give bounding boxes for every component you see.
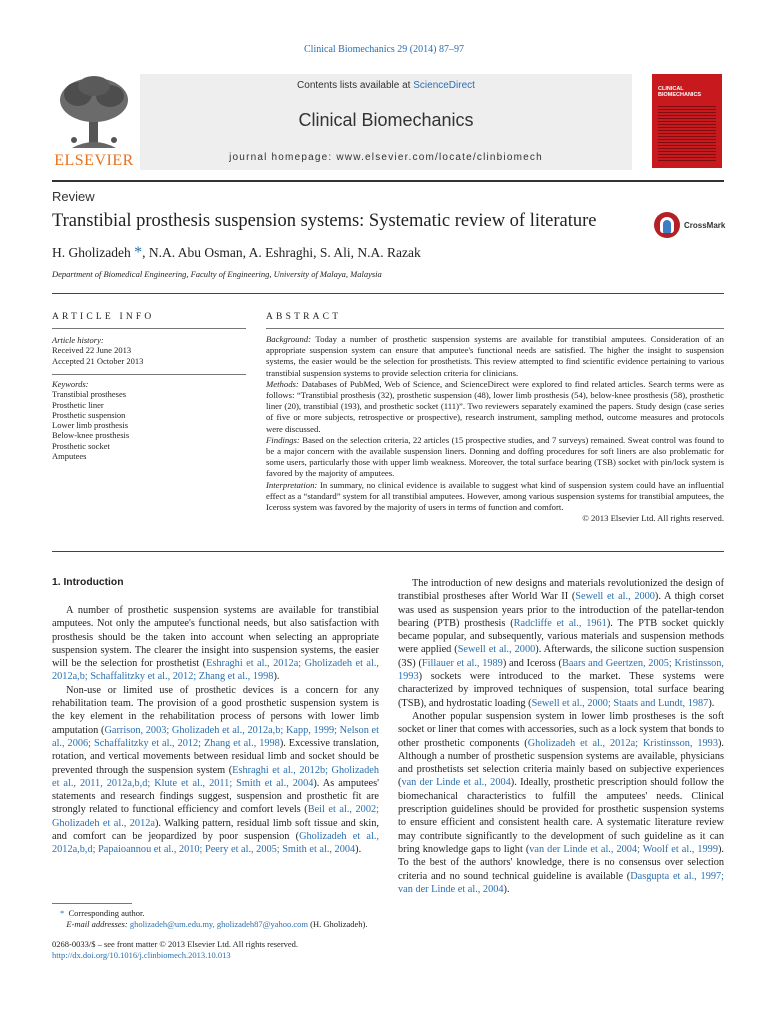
citation-link[interactable]: Sewell et al., 2000; Staats and Lundt, 1987 bbox=[531, 697, 709, 709]
abstract-background bbox=[266, 334, 724, 379]
email-links[interactable]: gholizadeh@um.edu.my, gholizadeh87@yahoo.com bbox=[129, 918, 309, 929]
issn-line: 0268-0033/$ – see front matter © 2013 Elsevier Ltd. All rights reserved. bbox=[52, 939, 299, 949]
crossmark-label: CrossMark bbox=[684, 221, 726, 230]
keyword-item: Transtibial prostheses bbox=[52, 389, 127, 400]
background-label: Background: bbox=[266, 334, 312, 344]
journal-name: Clinical Biomechanics bbox=[298, 110, 474, 130]
text-run: ). Walking pattern, residual limb soft tissue and skin, and comfort can be jeopardized by poor suspension ( bbox=[52, 817, 379, 843]
keywords-block bbox=[52, 379, 246, 461]
text-run: ). A thigh corset was used as suspension years prior to the introduction of the patellar-tendon bearing (PTB) prosthesis ( bbox=[398, 591, 724, 629]
keyword-item: Prosthetic liner bbox=[52, 399, 104, 410]
cover-title: CLINICAL BIOMECHANICS bbox=[658, 86, 702, 98]
corresponding-author: Corresponding author. bbox=[68, 908, 145, 918]
footnote bbox=[60, 908, 390, 929]
findings-label: Findings: bbox=[266, 434, 300, 445]
crossmark-icon bbox=[654, 212, 680, 238]
left-column bbox=[52, 604, 379, 857]
text-run: ). bbox=[355, 844, 362, 856]
citation-link[interactable]: Sewell et al., 2000 bbox=[575, 591, 655, 603]
first-author: H. Gholizadeh bbox=[52, 245, 131, 260]
citation-link[interactable]: Fillauer et al., 1989 bbox=[421, 657, 503, 669]
journal-homepage-url[interactable]: www.elsevier.com/locate/clinbiomech bbox=[336, 152, 543, 163]
citation-link[interactable]: Eshraghi et al., 2012b; Gholizadeh et al., 2011, 2012a,b,d; Klute et al., 2011; Smith et al., 2004 bbox=[52, 764, 379, 789]
text-run: ). Excessive translation, rotation, and vertical movements between residual limb and socket should be prevented through the suspension system ( bbox=[52, 737, 379, 776]
keyword-item: Prosthetic suspension bbox=[52, 409, 126, 420]
abstract-findings bbox=[266, 435, 724, 480]
citation-link[interactable]: Sewell et al., 2000 bbox=[457, 644, 536, 656]
abstract-body bbox=[266, 334, 724, 524]
front-matter bbox=[52, 939, 392, 960]
right-column bbox=[398, 577, 724, 896]
text-run: ). Ideally, prosthetic prescription should follow the biomechanical characteristics to fulfill the amputees' needs. Clinical prescription guidelines should be provided for prosthetic suspension systems to ensure efficient and consistent health care. A systematic literature review may contribute significantly to the development of such guideline as it can bring knowledge gaps to light ( bbox=[398, 777, 724, 855]
intro-paragraph-3 bbox=[398, 577, 724, 710]
text-run: Another popular suspension system in lower limb prostheses is the soft socket or liner that comes with accessories, such as a lock system that bonds to other prosthetic components ( bbox=[398, 710, 724, 749]
citation-link[interactable]: Garrison, 2003; Gholizadeh et al., 2012a,b; Kapp, 1999; Nelson et al., 2006; Schaffalitzky et al., 2012; Zhang et al., 1998 bbox=[52, 724, 379, 749]
article-history bbox=[52, 335, 246, 366]
contents-available bbox=[140, 80, 632, 91]
keyword-item: Below-knee prosthesis bbox=[52, 430, 130, 441]
abstract-heading: ABSTRACT bbox=[266, 312, 342, 322]
article-info-rule bbox=[52, 328, 246, 329]
elsevier-logo bbox=[52, 74, 136, 170]
keyword-item: Lower limb prosthesis bbox=[52, 420, 129, 431]
citation-link[interactable]: Gholizadeh et al., 2012a; Kristinsson, 1993 bbox=[527, 737, 718, 749]
methods-text: Databases of PubMed, Web of Science, and ScienceDirect were explored to find related articles. Search terms were as follows: “Transtibial prosthesis (32), prosthetic suspension (48), lower limb prosthesis (54), below-knee prosthesis (58), prosthetic liner (20), transtibial (193), and prosthetic socket (111)”. Two reviewers separately examined the papers. Study design (case series of five or more subjects, retrospective or prospective), research instrument, sampling method, outcome measures and protocols were discussed. bbox=[266, 378, 724, 434]
interpretation-label: Interpretation: bbox=[266, 479, 318, 490]
publisher-name: ELSEVIER bbox=[54, 152, 134, 169]
citation-link[interactable]: van der Linde et al., 2004 bbox=[401, 777, 511, 789]
intro-heading: 1. Introduction bbox=[52, 577, 124, 588]
intro-paragraph-2 bbox=[52, 684, 379, 857]
history-label: Article history: bbox=[52, 335, 104, 345]
citation-link[interactable]: Dasgupta et al., 1997; van der Linde et al., 2004 bbox=[398, 870, 725, 895]
received-date: Received 22 June 2013 bbox=[52, 345, 132, 356]
contents-prefix: Contents lists available at bbox=[297, 80, 411, 91]
affiliation-rule bbox=[52, 293, 724, 294]
abstract-end-rule bbox=[52, 551, 724, 552]
text-run: ). To the best of the authors' knowledge, there is no consensus over selection criteria and no sound technical guideline is available ( bbox=[398, 843, 724, 882]
keyword-item: Prosthetic socket bbox=[52, 440, 110, 451]
text-run: ) sockets were introduced to the market. These systems were characterized by improved techniques of suspension, total surface bearing (TSB), and hydrostatic loading ( bbox=[398, 671, 724, 709]
accepted-date: Accepted 21 October 2013 bbox=[52, 355, 144, 366]
intro-paragraph-1 bbox=[52, 604, 379, 684]
article-info-heading: ARTICLE INFO bbox=[52, 312, 155, 322]
text-run: ). bbox=[503, 883, 510, 895]
journal-masthead bbox=[140, 74, 632, 170]
affiliation: Department of Biomedical Engineering, Faculty of Engineering, University of Malaya, Malaysia bbox=[52, 269, 382, 279]
other-authors: , N.A. Abu Osman, A. Eshraghi, S. Ali, N.A. Razak bbox=[142, 245, 421, 260]
citation-link[interactable]: Eshraghi et al., 2012a; Gholizadeh et al., 2012a,b; Schaffalitzky et al., 2012; Zhang et al., 1998 bbox=[52, 658, 380, 683]
text-run: A number of prosthetic suspension systems are available for transtibial amputees. Not only the amputee's functional needs, but also satisfaction with prosthesis should be the taken into account when selecting an appropriate suspension system. The clearer the insight into suspension systems, the easier will be the selection for prosthetist ( bbox=[52, 605, 379, 670]
text-run: ). As amputees' statements and research findings suggest, suspension and prosthetic fit are strongly related to functional efficiency and comfort levels ( bbox=[52, 777, 379, 816]
findings-text: Based on the selection criteria, 22 articles (15 prospective studies, and 7 surveys) remained. Sweat control was found to be a major concern with the available suspension liners. Donning and doffing procedures for soft liners are also problematic for some users, particularly those with upper limb weakness. Moreover, the total surface bearing (TSB) socket with pin/lock system is favored by the majority of amputees. bbox=[266, 434, 724, 479]
history-rule bbox=[52, 374, 246, 375]
article-type: Review bbox=[52, 189, 95, 204]
copyright-line: © 2013 Elsevier Ltd. All rights reserved. bbox=[582, 513, 724, 524]
email-suffix: (H. Gholizadeh). bbox=[308, 918, 368, 929]
methods-label: Methods: bbox=[266, 378, 299, 389]
sciencedirect-link[interactable]: ScienceDirect bbox=[413, 80, 475, 91]
interpretation-text: In summary, no clinical evidence is available to suggest what kind of suspension system could have an influential effect as a “standard” system for all transtibial amputees. However, among various suspension systems for transtibial amputees, the Iceross system was favored by the majority of users in terms of function and comfort. bbox=[266, 479, 724, 513]
header-rule bbox=[52, 180, 724, 182]
text-run: ). The PTB socket quickly became popular, and subsequently, various materials and suspension methods were applied ( bbox=[398, 617, 724, 656]
article-title: Transtibial prosthesis suspension systems: Systematic review of literature bbox=[52, 211, 597, 231]
abstract-methods bbox=[266, 379, 724, 435]
citation-link[interactable]: Gholizadeh et al., 2012a,b,d; Papaioannou et al., 2010; Peery et al., 2005; Smith et al., 2004 bbox=[52, 831, 379, 856]
text-run: ) and Iceross ( bbox=[502, 657, 562, 669]
text-run: ). bbox=[273, 671, 280, 683]
citation-link[interactable]: Baars and Geertzen, 2005; Kristinsson, 1993 bbox=[398, 657, 724, 683]
citation-link[interactable]: Beil et al., 2002; Gholizadeh et al., 2012a bbox=[52, 804, 379, 829]
background-text: Today a number of prosthetic suspension systems are available for transtibial amputees. Consideration of an appropriate suspension system can ensure that amputee's functional needs are satisfied. The higher the insight to suspension systems, the easier would be the selection for prosthetists. This review attempted to find scientific evidence pertaining to various transtibial suspension systems to provide selection criteria for clinicians. bbox=[266, 334, 724, 378]
corresponding-author-mark[interactable]: * bbox=[134, 244, 143, 261]
doi-link[interactable]: http://dx.doi.org/10.1016/j.clinbiomech.2013.10.013 bbox=[52, 949, 231, 960]
text-run: ). Although a number of prosthetic suspension systems are available, physicians and prosthetists set selection criteria mainly based on subjective experiences ( bbox=[398, 737, 724, 789]
text-run: ). Afterwards, the silicone suction suspension (3S) ( bbox=[398, 644, 725, 669]
intro-paragraph-4 bbox=[398, 710, 724, 896]
text-run: Non-use or limited use of prosthetic devices is a concern for any rehabilitation team. The provision of a good prosthetic suspension system is the key element in the rehabilitation process of persons with lower limb amputation ( bbox=[52, 684, 379, 736]
abstract-rule bbox=[266, 328, 724, 329]
abstract-interpretation bbox=[266, 480, 724, 514]
citation-link[interactable]: van der Linde et al., 2004; Woolf et al., 1999 bbox=[529, 843, 718, 855]
journal-homepage-label: journal homepage: bbox=[229, 152, 333, 163]
email-label: E-mail addresses: bbox=[66, 918, 128, 929]
keywords-label: Keywords: bbox=[52, 379, 89, 389]
crossmark-badge[interactable] bbox=[654, 212, 726, 240]
citation-link[interactable]: Radcliffe et al., 1961 bbox=[513, 617, 607, 629]
text-run: The introduction of new designs and materials revolutionized the design of transtibial prostheses after World War II ( bbox=[398, 578, 724, 603]
tree-icon bbox=[52, 74, 136, 152]
author-list bbox=[52, 244, 421, 262]
keyword-item: Amputees bbox=[52, 451, 87, 462]
journal-citation[interactable]: Clinical Biomechanics 29 (2014) 87–97 bbox=[304, 44, 464, 55]
cover-pattern bbox=[658, 104, 716, 162]
footnote-rule bbox=[52, 903, 132, 904]
text-run: ). bbox=[708, 697, 715, 709]
footnote-mark: * bbox=[60, 908, 65, 918]
journal-cover-thumbnail bbox=[652, 74, 722, 168]
journal-homepage bbox=[140, 152, 632, 163]
